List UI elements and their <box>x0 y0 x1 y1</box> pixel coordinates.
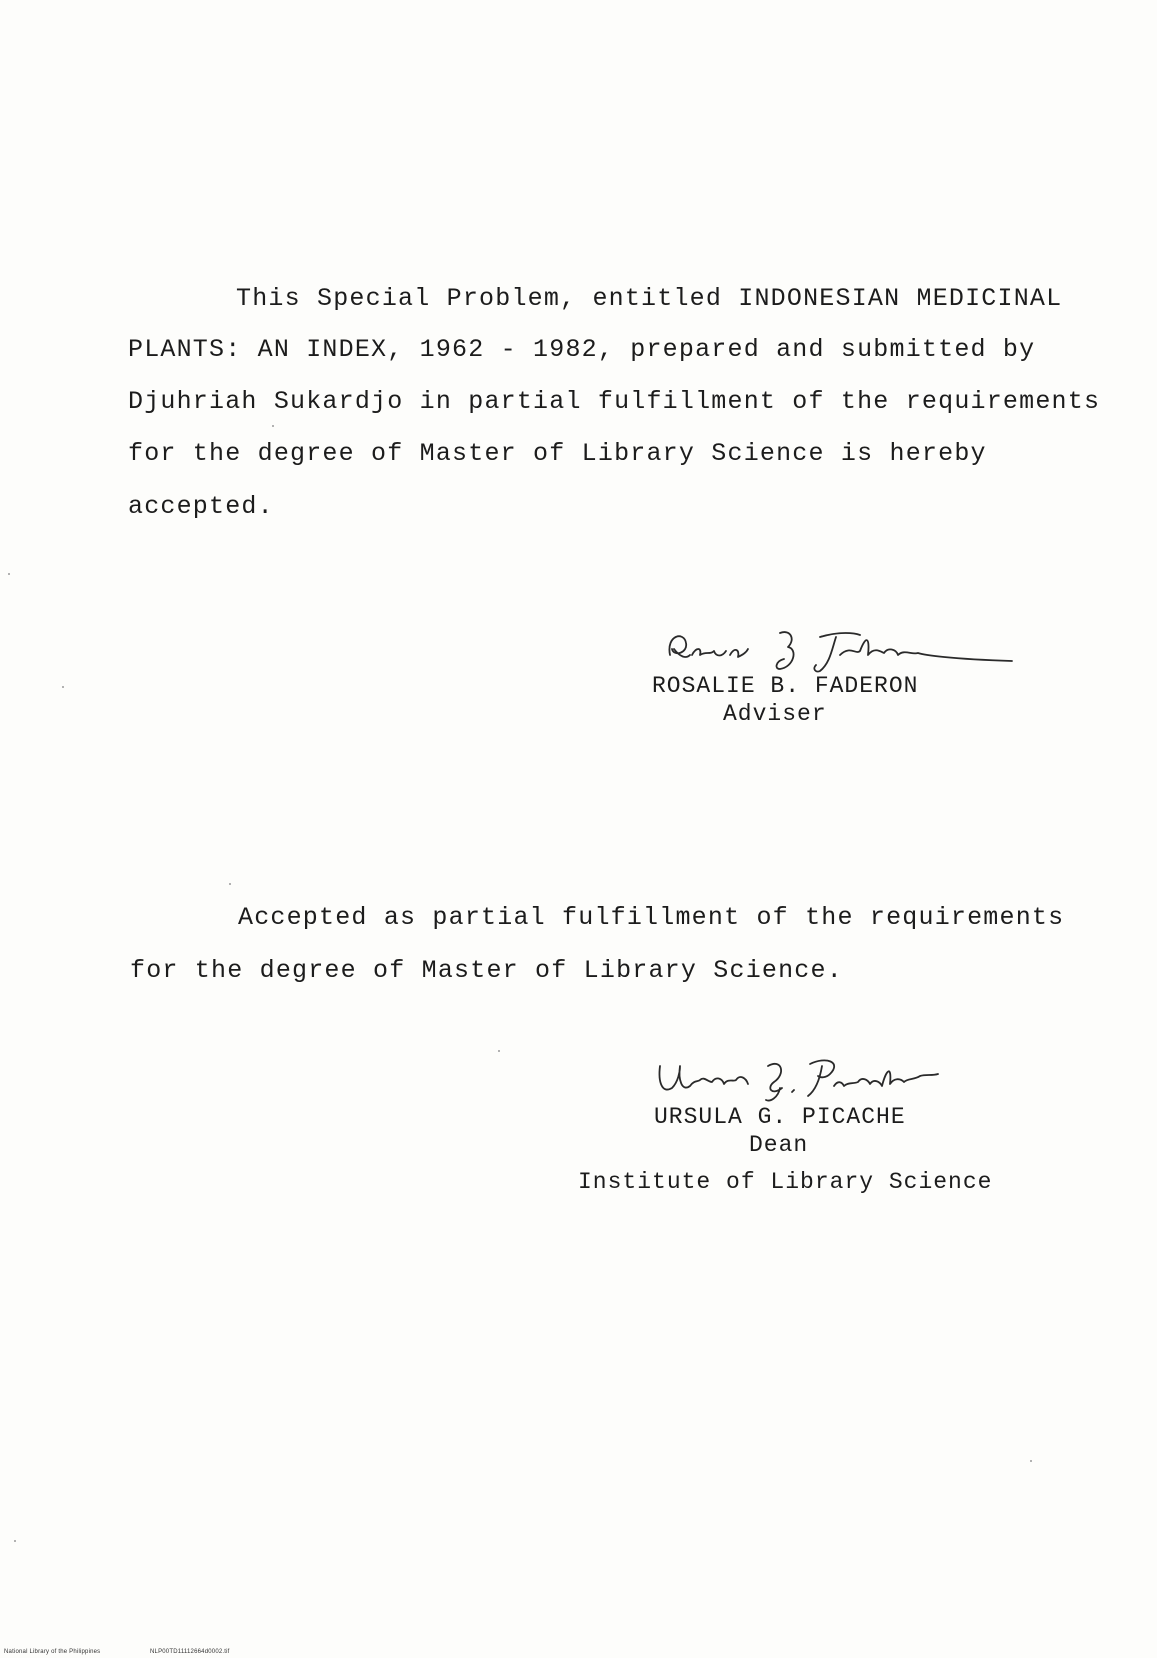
acceptance-line-4: for the degree of Master of Library Science is hereby <box>128 439 987 468</box>
scan-speck <box>8 573 10 575</box>
acceptance-line-2: PLANTS: AN INDEX, 1962 - 1982, prepared and submitted by <box>128 335 1036 364</box>
adviser-title: Adviser <box>723 701 827 727</box>
scan-speck <box>1030 1460 1032 1462</box>
scan-speck <box>62 686 64 688</box>
dean-institute: Institute of Library Science <box>578 1169 993 1195</box>
adviser-signature <box>660 625 1020 675</box>
dean-acceptance-line-1: Accepted as partial fulfillment of the requirements <box>238 903 1065 932</box>
footer-source: National Library of the Philippines <box>4 1649 101 1655</box>
scan-speck <box>272 425 274 427</box>
scan-speck <box>229 883 231 885</box>
acceptance-line-1: This Special Problem, entitled INDONESIAN MEDICINAL <box>236 284 1063 313</box>
acceptance-line-3: Djuhriah Sukardjo in partial fulfillment of the requirements <box>128 387 1101 416</box>
dean-name: URSULA G. PICACHE <box>654 1104 906 1130</box>
scan-speck <box>498 1050 500 1052</box>
scan-speck <box>14 1540 16 1542</box>
adviser-name: ROSALIE B. FADERON <box>652 673 919 699</box>
dean-signature <box>650 1052 950 1104</box>
footer-file-ref: NLP00TD11112664d0002.tif <box>150 1649 230 1655</box>
dean-acceptance-line-2: for the degree of Master of Library Science. <box>130 956 843 985</box>
dean-title: Dean <box>749 1132 809 1158</box>
acceptance-line-5: accepted. <box>128 492 274 521</box>
